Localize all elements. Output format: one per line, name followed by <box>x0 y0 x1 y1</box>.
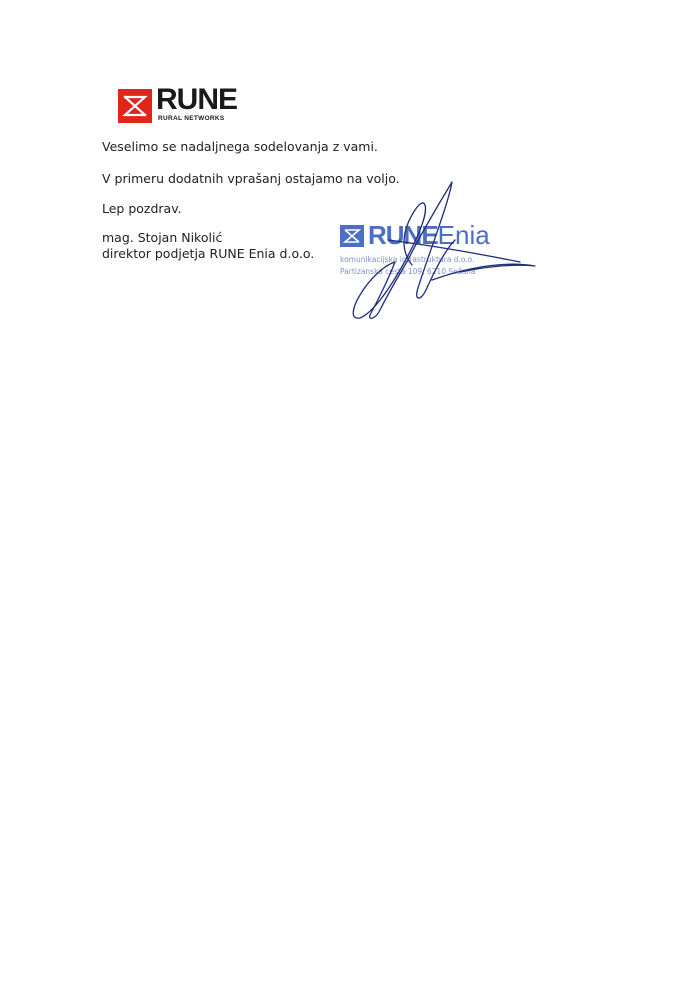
logo-tagline: RURAL NETWORKS <box>158 115 225 122</box>
stamp-brand-light: Enia <box>437 220 490 250</box>
signatory-title: direktor podjetja RUNE Enia d.o.o. <box>102 246 315 261</box>
logo-wordmark: RUNE <box>156 83 238 116</box>
body-paragraph-1: Veselimo se nadaljnega sodelovanja z vami. <box>102 139 378 154</box>
stamp-company-line: komunikacijska infrastruktura d.o.o. <box>340 255 475 264</box>
closing-line: Lep pozdrav. <box>102 201 182 216</box>
body-paragraph-2: V primeru dodatnih vprašanj ostajamo na voljo. <box>102 171 400 186</box>
signatory-name: mag. Stojan Nikolić <box>102 230 223 245</box>
company-logo <box>118 83 248 128</box>
stamp-brand-bold: RUNE <box>368 220 438 250</box>
handwritten-signature <box>340 170 550 330</box>
rune-logo-icon <box>118 89 152 123</box>
stamp-address-line: Partizanska cesta 109, 6210 Sežana <box>340 267 476 276</box>
